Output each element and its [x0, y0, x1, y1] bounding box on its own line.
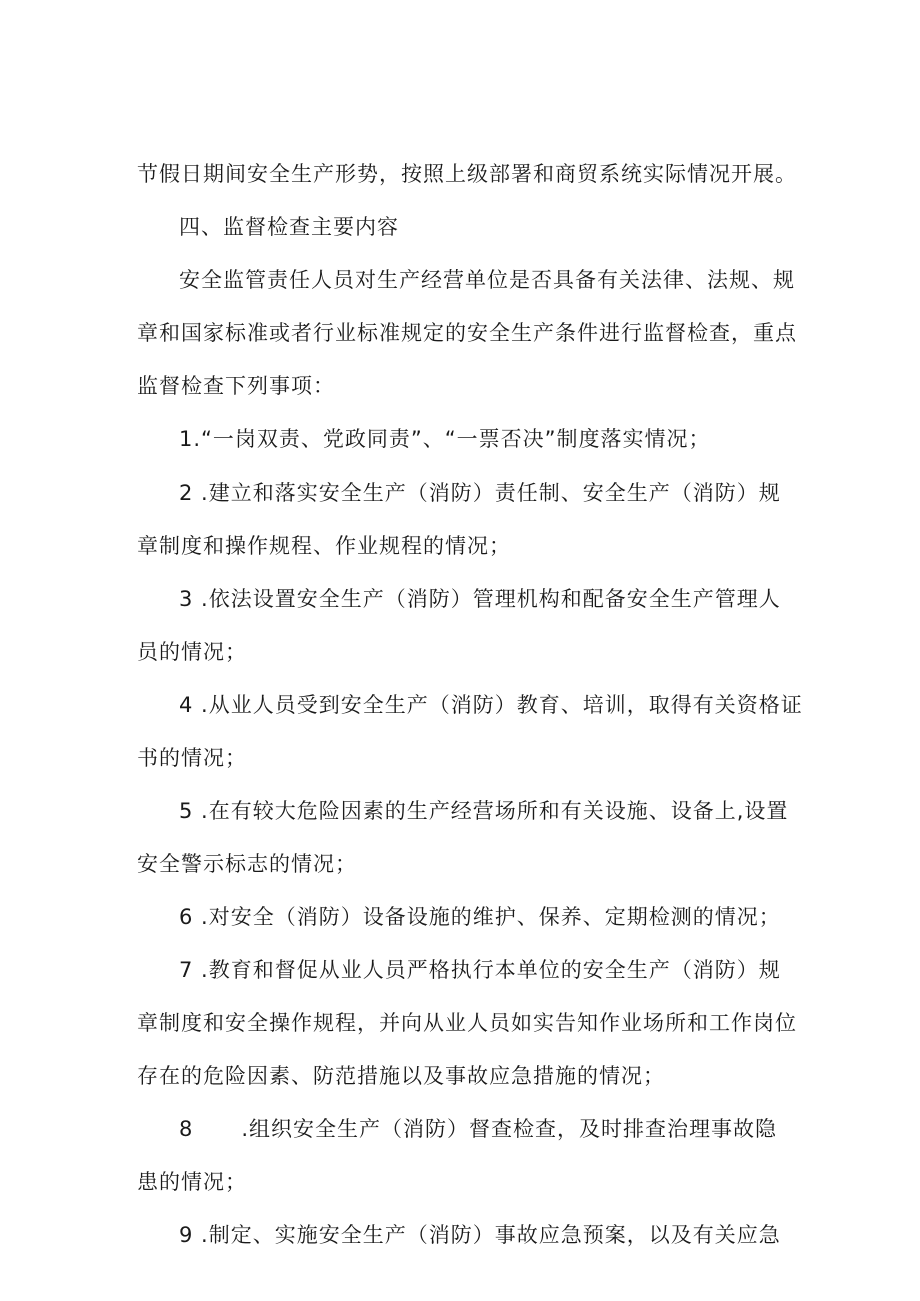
- list-item: 1.“一岗双责、党政同责”、“一票否决”制度落实情况；: [179, 427, 711, 451]
- list-item-continuation: 安全警示标志的情况；: [137, 852, 357, 876]
- list-item: 9 .制定、实施安全生产（消防）事故应急预案，以及有关应急: [179, 1223, 781, 1247]
- list-item-continuation: 章制度和操作规程、作业规程的情况；: [137, 534, 511, 558]
- list-item-continuation: 存在的危险因素、防范措施以及事故应急措施的情况；: [137, 1064, 665, 1088]
- list-item-continuation: 员的情况；: [137, 640, 247, 664]
- list-item: 2 .建立和落实安全生产（消防）责任制、安全生产（消防）规: [179, 481, 781, 505]
- list-item-continuation: 患的情况；: [137, 1170, 247, 1194]
- paragraph-line: 监督检查下列事项：: [137, 374, 335, 398]
- list-item: [179, 1115, 777, 1143]
- list-item: 5 .在有较大危险因素的生产经营场所和有关设施、设备上,设置: [179, 799, 789, 823]
- list-item: 4 .从业人员受到安全生产（消防）教育、培训，取得有关资格证: [179, 693, 803, 717]
- list-item-number: 8: [179, 1117, 194, 1141]
- list-item-text: .组织安全生产（消防）督查检查，及时排查治理事故隐: [241, 1117, 778, 1141]
- list-item: 7 .教育和督促从业人员严格执行本单位的安全生产（消防）规: [179, 958, 781, 982]
- paragraph-line: 安全监管责任人员对生产经营单位是否具备有关法律、法规、规: [179, 268, 795, 292]
- paragraph-line: 节假日期间安全生产形势，按照上级部署和商贸系统实际情况开展。: [137, 162, 797, 186]
- list-item: 3 .依法设置安全生产（消防）管理机构和配备安全生产管理人: [179, 587, 781, 611]
- list-item-continuation: 章制度和安全操作规程，并向从业人员如实告知作业场所和工作岗位: [137, 1011, 797, 1035]
- paragraph-line: 章和国家标准或者行业标准规定的安全生产条件进行监督检查，重点: [137, 321, 797, 345]
- section-heading: 四、监督检查主要内容: [179, 215, 399, 239]
- list-item-continuation: 书的情况；: [137, 746, 247, 770]
- list-item: 6 .对安全（消防）设备设施的维护、保养、定期检测的情况；: [179, 905, 781, 929]
